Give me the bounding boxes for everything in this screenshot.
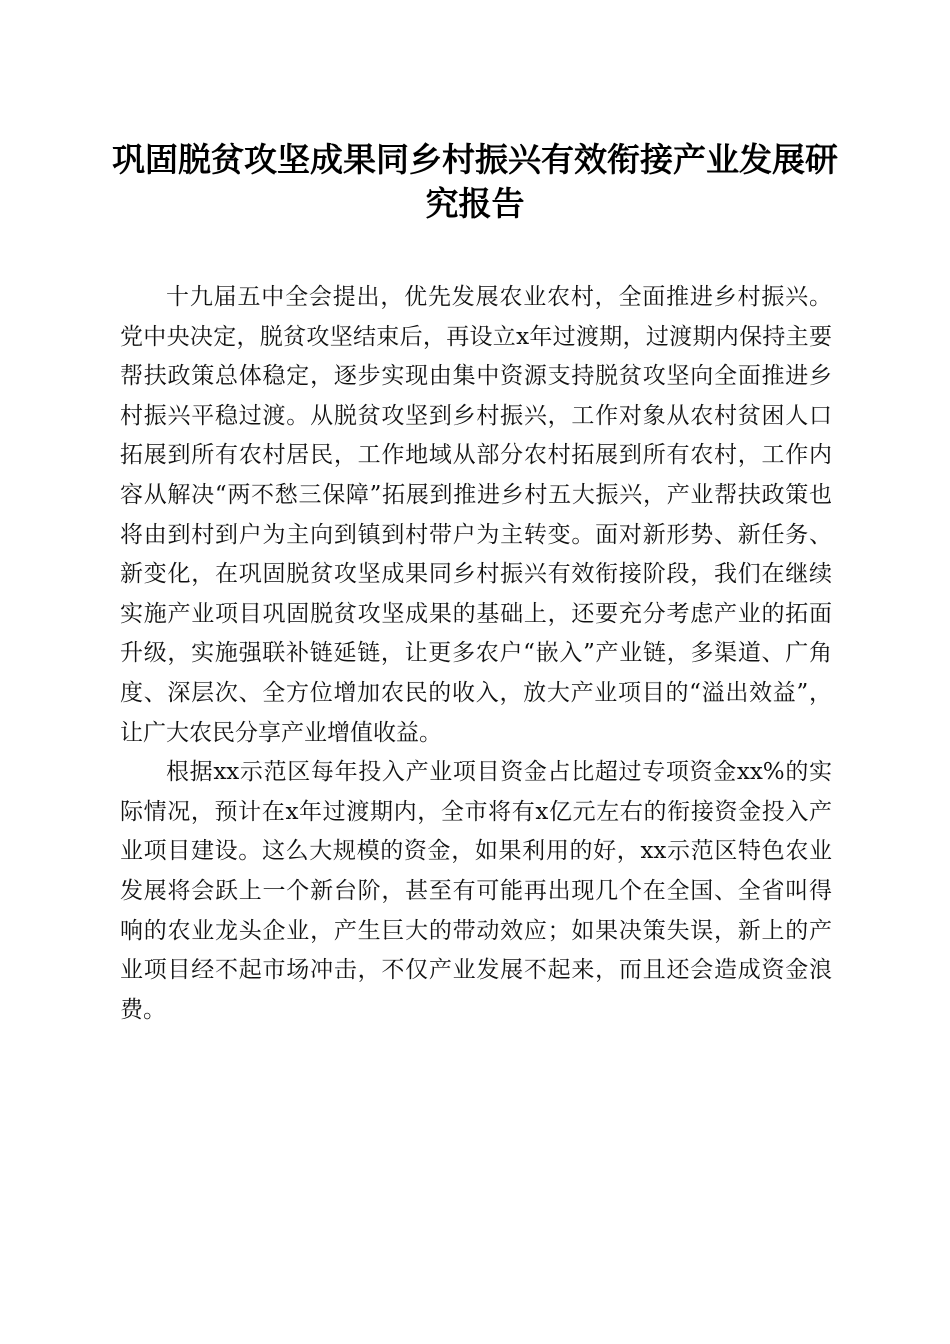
document-title: 巩固脱贫攻坚成果同乡村振兴有效衔接产业发展研究报告 xyxy=(112,140,838,223)
paragraph-2: 根据xx示范区每年投入产业项目资金占比超过专项资金xx%的实际情况，预计在x年过渡期内，全市将有x亿元左右的衔接资金投入产业项目建设。这么大规模的资金，如果利用的好，xx示范区特色农业发展将会跃上一个新台阶，甚至有可能再出现几个在全国、全省叫得响的农业龙头企业，产生巨大的带动效应；如果决策失误，新上的产业项目经不起市场冲击，不仅产业发展不起来，而且还会造成资金浪费。 xyxy=(120,759,832,1023)
document-body xyxy=(120,278,832,1030)
paragraph-1: 十九届五中全会提出，优先发展农业农村，全面推进乡村振兴。党中央决定，脱贫攻坚结束后，再设立x年过渡期，过渡期内保持主要帮扶政策总体稳定，逐步实现由集中资源支持脱贫攻坚向全面推进乡村振兴平稳过渡。从脱贫攻坚到乡村振兴，工作对象从农村贫困人口拓展到所有农村居民，工作地域从部分农村拓展到所有农村，工作内容从解决“两不愁三保障”拓展到推进乡村五大振兴，产业帮扶政策也将由到村到户为主向到镇到村带户为主转变。面对新形势、新任务、新变化，在巩固脱贫攻坚成果同乡村振兴有效衔接阶段，我们在继续实施产业项目巩固脱贫攻坚成果的基础上，还要充分考虑产业的拓面升级，实施强联补链延链，让更多农户“嵌入”产业链，多渠道、广角度、深层次、全方位增加农民的收入，放大产业项目的“溢出效益”，让广大农民分享产业增值收益。 xyxy=(120,284,832,746)
